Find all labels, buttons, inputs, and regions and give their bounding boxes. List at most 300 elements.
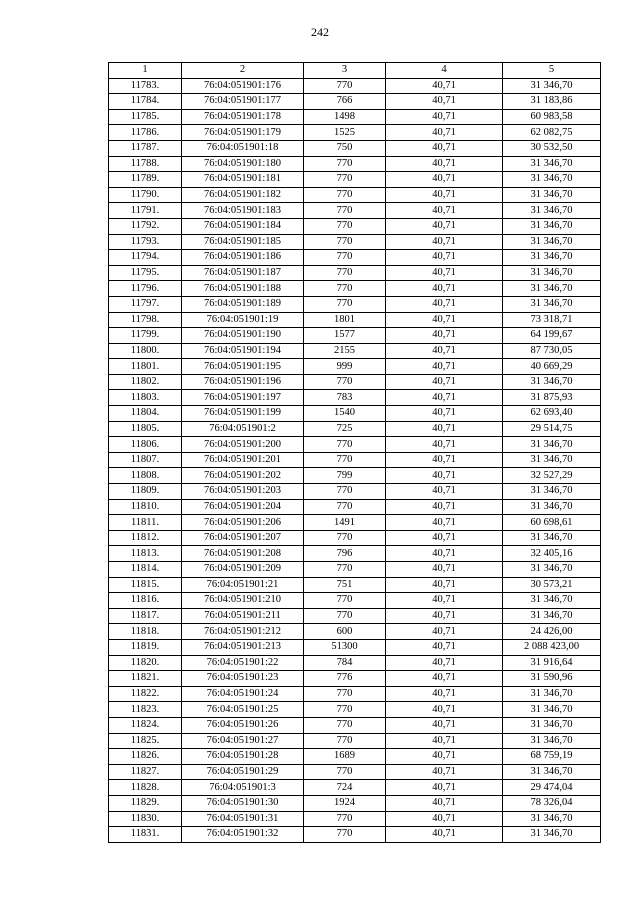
rate-cell: 40,71 [386,608,503,624]
row-number-cell: 11794. [109,250,182,266]
table-row [109,265,601,281]
area-cell: 770 [304,764,386,780]
rate-cell: 40,71 [386,359,503,375]
cadastral-number-cell: 76:04:051901:213 [182,639,304,655]
cadastral-number-cell: 76:04:051901:180 [182,156,304,172]
table-row [109,749,601,765]
rate-cell: 40,71 [386,78,503,94]
table-row [109,187,601,203]
row-number-cell: 11784. [109,94,182,110]
table-row [109,172,601,188]
row-number-cell: 11805. [109,421,182,437]
area-cell: 796 [304,546,386,562]
table-row [109,484,601,500]
table-row [109,343,601,359]
rate-cell: 40,71 [386,530,503,546]
area-cell: 751 [304,577,386,593]
table-row [109,359,601,375]
amount-cell: 68 759,19 [503,749,601,765]
row-number-cell: 11818. [109,624,182,640]
area-cell: 770 [304,733,386,749]
amount-cell: 31 346,70 [503,530,601,546]
rate-cell: 40,71 [386,639,503,655]
amount-cell: 31 346,70 [503,733,601,749]
rate-cell: 40,71 [386,780,503,796]
row-number-cell: 11821. [109,671,182,687]
rate-cell: 40,71 [386,156,503,172]
table-row [109,795,601,811]
cadastral-number-cell: 76:04:051901:2 [182,421,304,437]
table-row [109,671,601,687]
table-row [109,125,601,141]
row-number-cell: 11815. [109,577,182,593]
rate-cell: 40,71 [386,172,503,188]
rate-cell: 40,71 [386,390,503,406]
amount-cell: 31 346,70 [503,203,601,219]
cadastral-number-cell: 76:04:051901:29 [182,764,304,780]
rate-cell: 40,71 [386,577,503,593]
amount-cell: 31 346,70 [503,717,601,733]
rate-cell: 40,71 [386,593,503,609]
area-cell: 770 [304,530,386,546]
table-row [109,203,601,219]
table-row [109,390,601,406]
cadastral-number-cell: 76:04:051901:197 [182,390,304,406]
row-number-cell: 11792. [109,218,182,234]
amount-cell: 31 346,70 [503,827,601,843]
rate-cell: 40,71 [386,437,503,453]
cadastral-number-cell: 76:04:051901:177 [182,94,304,110]
row-number-cell: 11799. [109,328,182,344]
area-cell: 1689 [304,749,386,765]
table-row [109,546,601,562]
row-number-cell: 11819. [109,639,182,655]
area-cell: 770 [304,562,386,578]
table-row [109,312,601,328]
table-row [109,811,601,827]
cadastral-number-cell: 76:04:051901:209 [182,562,304,578]
amount-cell: 31 346,70 [503,593,601,609]
row-number-cell: 11828. [109,780,182,796]
area-cell: 770 [304,499,386,515]
amount-cell: 31 590,96 [503,671,601,687]
area-cell: 770 [304,296,386,312]
table-row [109,94,601,110]
table-row [109,250,601,266]
cadastral-number-cell: 76:04:051901:203 [182,484,304,500]
cadastral-number-cell: 76:04:051901:21 [182,577,304,593]
rate-cell: 40,71 [386,140,503,156]
table-row [109,437,601,453]
cadastral-number-cell: 76:04:051901:210 [182,593,304,609]
row-number-cell: 11804. [109,406,182,422]
amount-cell: 31 346,70 [503,452,601,468]
row-number-cell: 11787. [109,140,182,156]
amount-cell: 31 346,70 [503,234,601,250]
amount-cell: 31 346,70 [503,374,601,390]
area-cell: 724 [304,780,386,796]
cadastral-number-cell: 76:04:051901:30 [182,795,304,811]
amount-cell: 31 346,70 [503,562,601,578]
rate-cell: 40,71 [386,406,503,422]
cadastral-number-cell: 76:04:051901:184 [182,218,304,234]
page-number: 242 [311,25,329,39]
rate-cell: 40,71 [386,265,503,281]
amount-cell: 60 983,58 [503,109,601,125]
area-cell: 770 [304,452,386,468]
rate-cell: 40,71 [386,312,503,328]
amount-cell: 31 346,70 [503,499,601,515]
table-row [109,733,601,749]
rate-cell: 40,71 [386,109,503,125]
row-number-cell: 11823. [109,702,182,718]
cadastral-number-cell: 76:04:051901:212 [182,624,304,640]
row-number-cell: 11803. [109,390,182,406]
row-number-cell: 11827. [109,764,182,780]
row-number-cell: 11789. [109,172,182,188]
amount-cell: 31 346,70 [503,281,601,297]
amount-cell: 31 346,70 [503,78,601,94]
rate-cell: 40,71 [386,452,503,468]
table-row [109,827,601,843]
amount-cell: 32 527,29 [503,468,601,484]
table-row [109,562,601,578]
rate-cell: 40,71 [386,484,503,500]
amount-cell: 29 514,75 [503,421,601,437]
area-cell: 770 [304,484,386,500]
area-cell: 770 [304,811,386,827]
cadastral-number-cell: 76:04:051901:28 [182,749,304,765]
area-cell: 770 [304,702,386,718]
table-row [109,140,601,156]
area-cell: 784 [304,655,386,671]
row-number-cell: 11791. [109,203,182,219]
data-table [108,62,601,843]
row-number-cell: 11808. [109,468,182,484]
amount-cell: 31 346,70 [503,437,601,453]
cadastral-number-cell: 76:04:051901:22 [182,655,304,671]
table-row [109,686,601,702]
cadastral-number-cell: 76:04:051901:189 [182,296,304,312]
row-number-cell: 11788. [109,156,182,172]
area-cell: 1525 [304,125,386,141]
row-number-cell: 11785. [109,109,182,125]
rate-cell: 40,71 [386,250,503,266]
column-header-4: 4 [386,63,503,79]
area-cell: 770 [304,593,386,609]
row-number-cell: 11812. [109,530,182,546]
amount-cell: 32 405,16 [503,546,601,562]
column-header-2: 2 [182,63,304,79]
cadastral-number-cell: 76:04:051901:23 [182,671,304,687]
row-number-cell: 11798. [109,312,182,328]
area-cell: 750 [304,140,386,156]
area-cell: 1924 [304,795,386,811]
amount-cell: 31 346,70 [503,484,601,500]
cadastral-number-cell: 76:04:051901:178 [182,109,304,125]
cadastral-number-cell: 76:04:051901:208 [182,546,304,562]
amount-cell: 31 183,86 [503,94,601,110]
amount-cell: 78 326,04 [503,795,601,811]
row-number-cell: 11796. [109,281,182,297]
amount-cell: 24 426,00 [503,624,601,640]
area-cell: 776 [304,671,386,687]
area-cell: 770 [304,281,386,297]
row-number-cell: 11802. [109,374,182,390]
table-row [109,468,601,484]
table-row [109,156,601,172]
cadastral-number-cell: 76:04:051901:200 [182,437,304,453]
area-cell: 770 [304,265,386,281]
area-cell: 2155 [304,343,386,359]
rate-cell: 40,71 [386,328,503,344]
row-number-cell: 11795. [109,265,182,281]
area-cell: 770 [304,187,386,203]
area-cell: 766 [304,94,386,110]
table-row [109,702,601,718]
row-number-cell: 11790. [109,187,182,203]
cadastral-number-cell: 76:04:051901:32 [182,827,304,843]
rate-cell: 40,71 [386,795,503,811]
cadastral-number-cell: 76:04:051901:211 [182,608,304,624]
cadastral-number-cell: 76:04:051901:179 [182,125,304,141]
cadastral-number-cell: 76:04:051901:204 [182,499,304,515]
row-number-cell: 11809. [109,484,182,500]
cadastral-number-cell: 76:04:051901:195 [182,359,304,375]
row-number-cell: 11814. [109,562,182,578]
area-cell: 770 [304,218,386,234]
table-row [109,296,601,312]
rate-cell: 40,71 [386,671,503,687]
amount-cell: 31 346,70 [503,811,601,827]
amount-cell: 87 730,05 [503,343,601,359]
row-number-cell: 11783. [109,78,182,94]
row-number-cell: 11820. [109,655,182,671]
cadastral-number-cell: 76:04:051901:187 [182,265,304,281]
area-cell: 783 [304,390,386,406]
area-cell: 725 [304,421,386,437]
table-row [109,374,601,390]
rate-cell: 40,71 [386,749,503,765]
table-row [109,281,601,297]
column-header-5: 5 [503,63,601,79]
amount-cell: 30 573,21 [503,577,601,593]
area-cell: 1491 [304,515,386,531]
amount-cell: 31 346,70 [503,702,601,718]
rate-cell: 40,71 [386,94,503,110]
cadastral-number-cell: 76:04:051901:19 [182,312,304,328]
area-cell: 1577 [304,328,386,344]
cadastral-number-cell: 76:04:051901:202 [182,468,304,484]
cadastral-number-cell: 76:04:051901:182 [182,187,304,203]
row-number-cell: 11829. [109,795,182,811]
area-cell: 799 [304,468,386,484]
rate-cell: 40,71 [386,686,503,702]
cadastral-number-cell: 76:04:051901:26 [182,717,304,733]
area-cell: 999 [304,359,386,375]
rate-cell: 40,71 [386,281,503,297]
rate-cell: 40,71 [386,655,503,671]
area-cell: 770 [304,437,386,453]
area-cell: 770 [304,172,386,188]
rate-cell: 40,71 [386,624,503,640]
table-row [109,406,601,422]
cadastral-number-cell: 76:04:051901:201 [182,452,304,468]
cadastral-number-cell: 76:04:051901:24 [182,686,304,702]
rate-cell: 40,71 [386,702,503,718]
amount-cell: 31 346,70 [503,265,601,281]
table-row [109,218,601,234]
rate-cell: 40,71 [386,499,503,515]
area-cell: 770 [304,827,386,843]
row-number-cell: 11806. [109,437,182,453]
amount-cell: 31 346,70 [503,250,601,266]
row-number-cell: 11824. [109,717,182,733]
table-row [109,780,601,796]
area-cell: 1801 [304,312,386,328]
row-number-cell: 11811. [109,515,182,531]
table-row [109,499,601,515]
rate-cell: 40,71 [386,203,503,219]
area-cell: 51300 [304,639,386,655]
rate-cell: 40,71 [386,187,503,203]
cadastral-number-cell: 76:04:051901:31 [182,811,304,827]
rate-cell: 40,71 [386,546,503,562]
amount-cell: 62 693,40 [503,406,601,422]
area-cell: 770 [304,374,386,390]
cadastral-number-cell: 76:04:051901:185 [182,234,304,250]
amount-cell: 64 199,67 [503,328,601,344]
amount-cell: 60 698,61 [503,515,601,531]
rate-cell: 40,71 [386,234,503,250]
row-number-cell: 11797. [109,296,182,312]
table-row [109,717,601,733]
row-number-cell: 11817. [109,608,182,624]
amount-cell: 31 875,93 [503,390,601,406]
cadastral-number-cell: 76:04:051901:3 [182,780,304,796]
rate-cell: 40,71 [386,343,503,359]
amount-cell: 40 669,29 [503,359,601,375]
area-cell: 600 [304,624,386,640]
table-row [109,593,601,609]
amount-cell: 31 346,70 [503,296,601,312]
rate-cell: 40,71 [386,296,503,312]
row-number-cell: 11826. [109,749,182,765]
amount-cell: 2 088 423,00 [503,639,601,655]
table-row [109,328,601,344]
cadastral-number-cell: 76:04:051901:190 [182,328,304,344]
row-number-cell: 11800. [109,343,182,359]
area-cell: 770 [304,78,386,94]
area-cell: 1540 [304,406,386,422]
amount-cell: 73 318,71 [503,312,601,328]
row-number-cell: 11813. [109,546,182,562]
cadastral-number-cell: 76:04:051901:194 [182,343,304,359]
column-header-1: 1 [109,63,182,79]
amount-cell: 31 346,70 [503,218,601,234]
rate-cell: 40,71 [386,827,503,843]
table-row [109,655,601,671]
rate-cell: 40,71 [386,515,503,531]
cadastral-number-cell: 76:04:051901:199 [182,406,304,422]
row-number-cell: 11810. [109,499,182,515]
cadastral-number-cell: 76:04:051901:188 [182,281,304,297]
row-number-cell: 11830. [109,811,182,827]
rate-cell: 40,71 [386,764,503,780]
cadastral-number-cell: 76:04:051901:25 [182,702,304,718]
table-row [109,452,601,468]
column-header-3: 3 [304,63,386,79]
rate-cell: 40,71 [386,562,503,578]
area-cell: 770 [304,717,386,733]
cadastral-number-cell: 76:04:051901:183 [182,203,304,219]
table-row [109,78,601,94]
table-row [109,577,601,593]
amount-cell: 30 532,50 [503,140,601,156]
area-cell: 770 [304,608,386,624]
rate-cell: 40,71 [386,218,503,234]
row-number-cell: 11786. [109,125,182,141]
cadastral-number-cell: 76:04:051901:181 [182,172,304,188]
rate-cell: 40,71 [386,374,503,390]
row-number-cell: 11822. [109,686,182,702]
area-cell: 770 [304,234,386,250]
amount-cell: 31 916,64 [503,655,601,671]
area-cell: 770 [304,686,386,702]
table-row [109,421,601,437]
area-cell: 1498 [304,109,386,125]
amount-cell: 29 474,04 [503,780,601,796]
table-row [109,764,601,780]
cadastral-number-cell: 76:04:051901:186 [182,250,304,266]
rate-cell: 40,71 [386,421,503,437]
rate-cell: 40,71 [386,125,503,141]
table-row [109,639,601,655]
rate-cell: 40,71 [386,717,503,733]
table-row [109,109,601,125]
row-number-cell: 11793. [109,234,182,250]
rate-cell: 40,71 [386,468,503,484]
amount-cell: 62 082,75 [503,125,601,141]
cadastral-number-cell: 76:04:051901:18 [182,140,304,156]
header-row [109,63,601,79]
table-body [109,78,601,842]
row-number-cell: 11807. [109,452,182,468]
rate-cell: 40,71 [386,733,503,749]
row-number-cell: 11825. [109,733,182,749]
area-cell: 770 [304,203,386,219]
cadastral-number-cell: 76:04:051901:207 [182,530,304,546]
row-number-cell: 11831. [109,827,182,843]
table-row [109,624,601,640]
amount-cell: 31 346,70 [503,187,601,203]
area-cell: 770 [304,156,386,172]
cadastral-number-cell: 76:04:051901:196 [182,374,304,390]
row-number-cell: 11801. [109,359,182,375]
table-row [109,530,601,546]
area-cell: 770 [304,250,386,266]
cadastral-number-cell: 76:04:051901:176 [182,78,304,94]
table-row [109,515,601,531]
amount-cell: 31 346,70 [503,156,601,172]
cadastral-number-cell: 76:04:051901:206 [182,515,304,531]
row-number-cell: 11816. [109,593,182,609]
amount-cell: 31 346,70 [503,686,601,702]
amount-cell: 31 346,70 [503,764,601,780]
rate-cell: 40,71 [386,811,503,827]
amount-cell: 31 346,70 [503,608,601,624]
table-row [109,234,601,250]
